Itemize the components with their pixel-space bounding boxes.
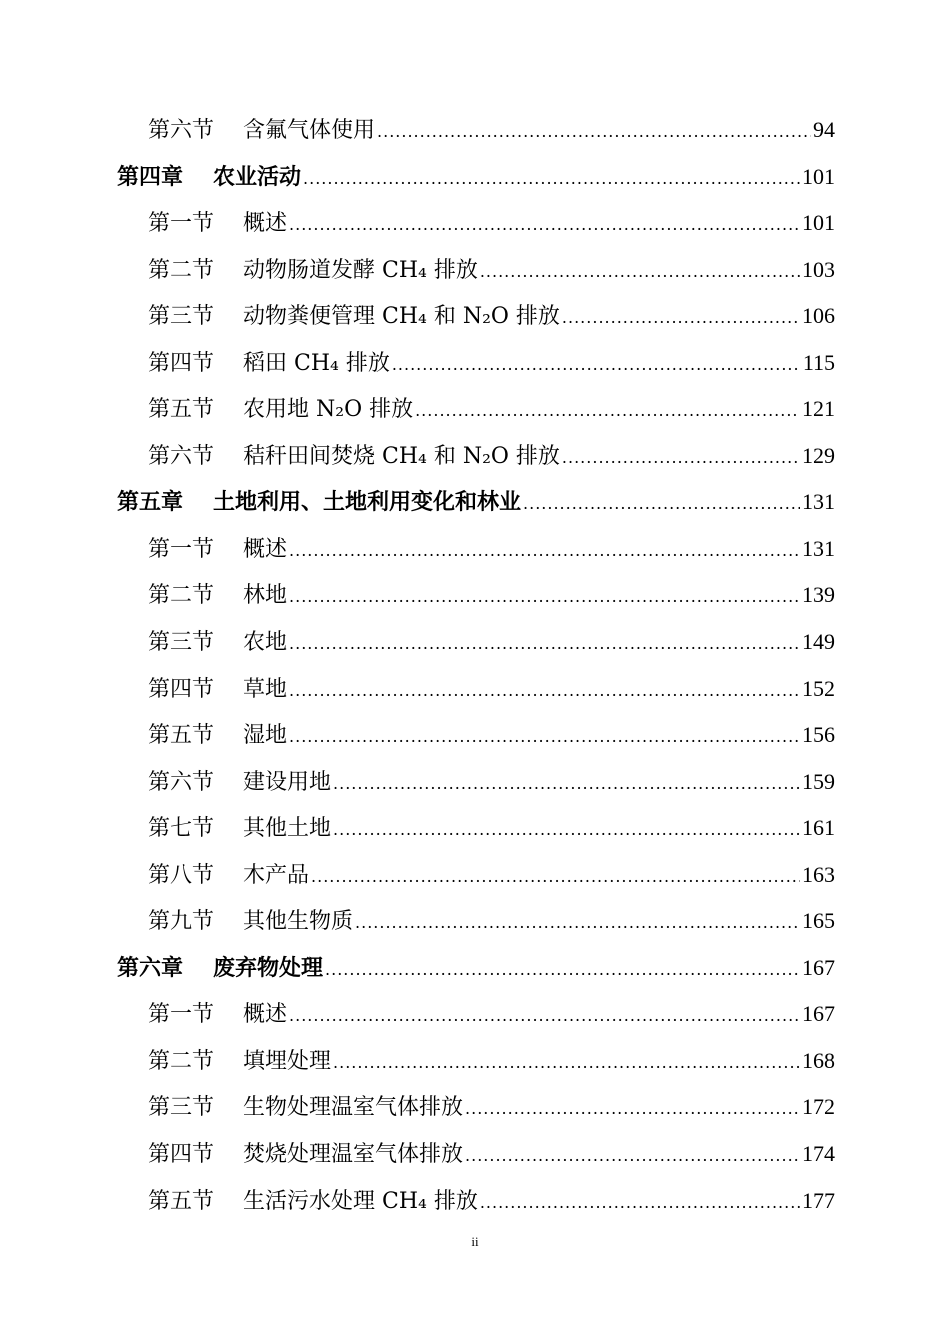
- toc-entry-title: 林地: [243, 583, 288, 609]
- toc-entry-page: 167: [802, 1001, 835, 1027]
- toc-entry-page: 94: [813, 117, 835, 142]
- toc-entry-number: 第二节: [148, 583, 215, 609]
- toc-entry-page: 168: [802, 1047, 835, 1073]
- toc-entry-page: 167: [802, 954, 835, 980]
- dot-leader: [289, 202, 800, 249]
- toc-entry-number: 第五节: [148, 397, 215, 423]
- dot-leader: [562, 295, 800, 342]
- toc-entry-number: 第一节: [148, 536, 215, 562]
- toc-chapter-entry[interactable]: [117, 479, 835, 526]
- toc-entry[interactable]: [117, 712, 835, 759]
- toc-entry-number: 第五章: [117, 489, 184, 516]
- dot-leader: [289, 668, 800, 715]
- toc-entry-page: 139: [802, 582, 835, 608]
- toc-entry-number: 第六节: [148, 769, 215, 795]
- toc-entry-title: 秸秆田间焚烧 CH₄ 和 N₂O 排放: [243, 443, 560, 469]
- toc-entry-title: 稻田 CH₄ 排放: [243, 350, 390, 376]
- toc-entry-page: 159: [802, 768, 835, 794]
- toc-entry-page: 149: [802, 629, 835, 655]
- dot-leader: [392, 342, 801, 389]
- toc-entry[interactable]: [117, 666, 835, 713]
- toc-entry-number: 第三节: [148, 630, 215, 656]
- toc-entry-page: 161: [802, 815, 835, 841]
- toc-entry[interactable]: [117, 200, 835, 247]
- dot-leader: [333, 807, 800, 854]
- toc-entry-number: 第九节: [148, 909, 215, 935]
- dot-leader: [311, 854, 800, 901]
- toc-entry-number: 第二节: [148, 257, 215, 283]
- toc-entry-page: 101: [802, 210, 835, 236]
- toc-entry-title: 草地: [243, 676, 288, 702]
- toc-entry[interactable]: [117, 247, 835, 294]
- toc-entry-number: 第四章: [117, 163, 184, 190]
- page-number-footer: ii: [471, 1234, 479, 1249]
- toc-entry-page: 131: [802, 489, 835, 515]
- dot-leader: [289, 714, 800, 761]
- toc-chapter-entry[interactable]: [117, 945, 835, 992]
- toc-entry-number: 第八节: [148, 862, 215, 888]
- toc-entry[interactable]: [117, 619, 835, 666]
- toc-entry-title: 建设用地: [243, 769, 332, 795]
- toc-entry-title: 土地利用、土地利用变化和林业: [213, 489, 522, 516]
- toc-entry-title: 农地: [243, 630, 288, 656]
- dot-leader: [480, 1180, 800, 1227]
- toc-entry[interactable]: [117, 107, 835, 154]
- toc-entry[interactable]: [117, 1038, 835, 1085]
- toc-entry-page: 101: [802, 163, 835, 189]
- toc-entry[interactable]: [117, 340, 835, 387]
- toc-entry-number: 第四节: [148, 1142, 215, 1168]
- toc-entry-page: 174: [802, 1141, 835, 1167]
- toc-entry[interactable]: [117, 852, 835, 899]
- toc-entry[interactable]: [117, 526, 835, 573]
- toc-entry-page: 172: [802, 1094, 835, 1120]
- dot-leader: [325, 947, 800, 994]
- dot-leader: [303, 156, 800, 203]
- toc-entry-page: 156: [802, 722, 835, 748]
- toc-entry-page: 129: [802, 442, 835, 468]
- dot-leader: [289, 528, 800, 575]
- toc-entry-number: 第三节: [148, 1095, 215, 1121]
- toc-entry-number: 第五节: [148, 723, 215, 749]
- toc-entry-page: 103: [802, 256, 835, 282]
- toc-entry[interactable]: [117, 293, 835, 340]
- toc-entry-number: 第一节: [148, 211, 215, 237]
- dot-leader: [415, 388, 800, 435]
- dot-leader: [333, 1040, 800, 1087]
- toc-entry-title: 其他生物质: [243, 909, 354, 935]
- toc-entry-page: 177: [802, 1187, 835, 1213]
- toc-entry-page: 131: [802, 535, 835, 561]
- dot-leader: [289, 574, 800, 621]
- toc-entry-number: 第四节: [148, 350, 215, 376]
- dot-leader: [377, 109, 811, 156]
- toc-entry-page: 165: [802, 908, 835, 934]
- dot-leader: [333, 761, 800, 808]
- toc-entry-number: 第七节: [148, 816, 215, 842]
- toc-entry[interactable]: [117, 433, 835, 480]
- toc-entry-title: 动物粪便管理 CH₄ 和 N₂O 排放: [243, 304, 560, 330]
- toc-entry-title: 湿地: [243, 723, 288, 749]
- toc-entry-title: 概述: [243, 1002, 288, 1028]
- toc-entry-title: 概述: [243, 211, 288, 237]
- toc-entry-title: 农业活动: [213, 163, 302, 190]
- toc-entry[interactable]: [117, 572, 835, 619]
- toc-entry[interactable]: [117, 898, 835, 945]
- toc-entry-number: 第六节: [148, 118, 215, 143]
- toc-entry-page: 115: [802, 349, 835, 375]
- dot-leader: [480, 249, 800, 296]
- toc-entry-page: 106: [802, 303, 835, 329]
- toc-entry-page: 152: [802, 675, 835, 701]
- toc-entry[interactable]: [117, 1178, 835, 1225]
- toc-entry-title: 生物处理温室气体排放: [243, 1095, 464, 1121]
- dot-leader: [562, 435, 800, 482]
- toc-entry-title: 废弃物处理: [213, 954, 324, 981]
- toc-entry-number: 第三节: [148, 304, 215, 330]
- toc-entry-page: 121: [802, 396, 835, 422]
- dot-leader: [465, 1086, 800, 1133]
- toc-entry-number: 第二节: [148, 1048, 215, 1074]
- toc-chapter-entry[interactable]: [117, 154, 835, 201]
- toc-entry[interactable]: [117, 805, 835, 852]
- toc-entry-number: 第六节: [148, 443, 215, 469]
- toc-entry-title: 生活污水处理 CH₄ 排放: [243, 1188, 478, 1214]
- toc-entry-title: 填埋处理: [243, 1048, 332, 1074]
- toc-entry-title: 焚烧处理温室气体排放: [243, 1142, 464, 1168]
- toc-entry-title: 木产品: [243, 862, 310, 888]
- toc-entry[interactable]: [117, 1131, 835, 1178]
- toc-entry-title: 概述: [243, 536, 288, 562]
- table-of-contents: [117, 107, 835, 1224]
- toc-entry-page: 163: [802, 861, 835, 887]
- toc-entry-title: 其他土地: [243, 816, 332, 842]
- toc-entry-number: 第四节: [148, 676, 215, 702]
- toc-entry-title: 含氟气体使用: [243, 118, 376, 143]
- dot-leader: [289, 993, 800, 1040]
- toc-entry-number: 第六章: [117, 954, 184, 981]
- toc-entry-number: 第一节: [148, 1002, 215, 1028]
- toc-entry[interactable]: [117, 991, 835, 1038]
- toc-entry[interactable]: [117, 1084, 835, 1131]
- dot-leader: [355, 900, 800, 947]
- dot-leader: [289, 621, 800, 668]
- toc-entry-title: 农用地 N₂O 排放: [243, 397, 414, 423]
- toc-entry-number: 第五节: [148, 1188, 215, 1214]
- toc-entry[interactable]: [117, 759, 835, 806]
- dot-leader: [523, 481, 800, 528]
- toc-entry-title: 动物肠道发酵 CH₄ 排放: [243, 257, 478, 283]
- dot-leader: [465, 1133, 800, 1180]
- toc-entry[interactable]: [117, 386, 835, 433]
